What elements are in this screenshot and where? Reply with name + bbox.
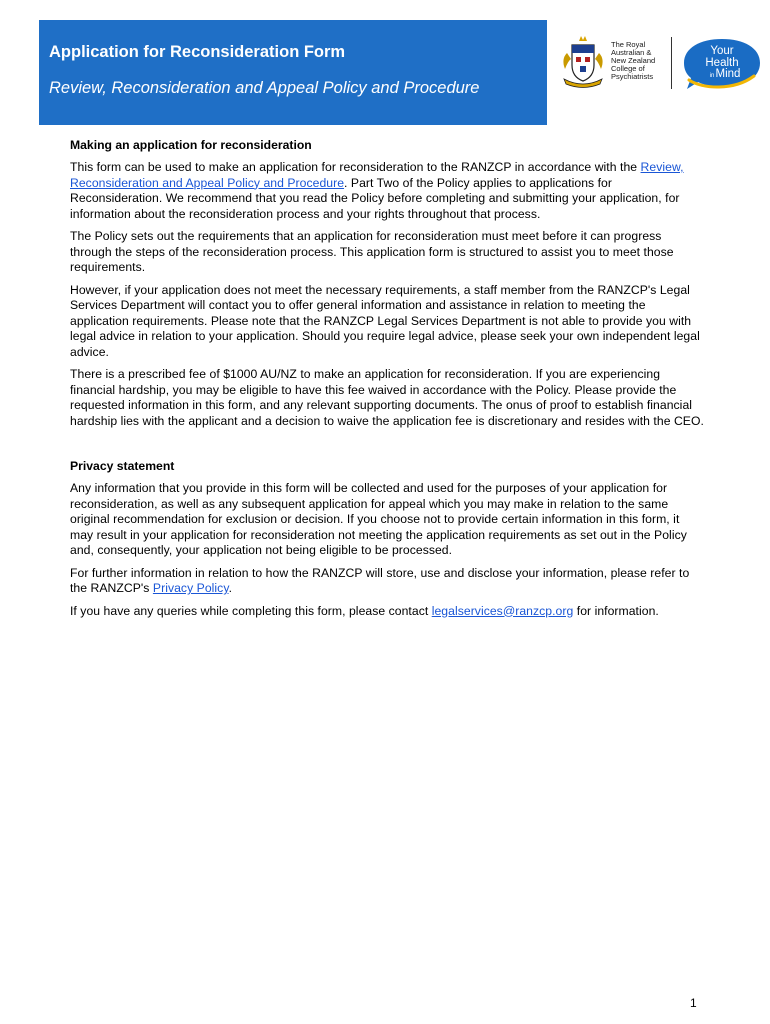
- legal-services-paragraph: However, if your application does not meet the necessary requirements, a staff member from the RANZCP's Legal Services Department will contact you to offer general information and assistance in relation to meeting the application requirements. Please note that the RANZCP Legal Services Department is not able to provide you with legal advice in relation to your application. Should you require legal advice, please seek your own independent legal advice.: [70, 282, 700, 359]
- page-number: 1: [690, 996, 697, 1010]
- header-banner: [39, 20, 547, 125]
- your-health-in-mind-logo: [682, 36, 762, 91]
- logos: [558, 33, 763, 93]
- policy-link[interactable]: Review, Reconsideration and Appeal Policy and Procedure: [70, 160, 684, 190]
- svg-text:Your: Your: [710, 45, 734, 57]
- svg-text:Mind: Mind: [715, 68, 741, 80]
- legal-services-email-link[interactable]: legalservices@ranzcp.org: [431, 603, 574, 618]
- section-heading-privacy: Privacy statement: [70, 459, 175, 473]
- form-subtitle: Review, Reconsideration and Appeal Policy and Procedure: [49, 79, 480, 97]
- section-heading-reconsideration: Making an application for reconsideration: [70, 138, 312, 152]
- logo-divider: [671, 37, 672, 89]
- privacy-paragraph: Any information that you provide in this form will be collected and used for the purposes of your application for reconsideration, as well as any subsequent application for appeal which you may make in relation to the same original recommendation for exclusion or decision. If you choose not to provide certain information in this form, it may result in your application for reconsideration not meeting the application requirements as set out in the Policy and, consequently, your application not being eligible to be processed.: [70, 481, 687, 557]
- fee-paragraph: There is a prescribed fee of $1000 AU/NZ to make an application for reconsideration. If you are experiencing financial hardship, you may be eligible to have this fee waived in accordance with the Policy. Please provide the requested information in this form, and any relevant supporting documents. The onus of proof to establish financial hardship lies with the applicant and a decision to waive the application fee is discretionary and resides with the CEO.: [70, 367, 704, 428]
- ranzcp-crest-icon: [558, 33, 608, 91]
- privacy-policy-paragraph: For further information in relation to how the RANZCP will store, use and disclose your information, please refer to the RANZCP's Privacy Policy.: [70, 565, 690, 595]
- intro-paragraph: This form can be used to make an application for reconsideration to the RANZCP in accordance with the Review, Reconsideration and Appeal Policy and Procedure. Part Two of the Policy applies to applications for Reconsideration. We recommend that you read the Policy before completing and submitting your application, for information about the reconsideration process and your rights throughout that process.: [70, 160, 684, 221]
- svg-text:Health: Health: [705, 57, 739, 69]
- contact-paragraph: If you have any queries while completing this form, please contact legalservices@ranzcp.org for information.: [70, 603, 659, 618]
- requirements-paragraph: The Policy sets out the requirements that an application for reconsideration must meet before it can progress through the steps of the reconsideration process. This application form is structured to assist you to meet those requirements.: [70, 229, 674, 274]
- svg-text:in: in: [709, 73, 715, 79]
- privacy-policy-link[interactable]: Privacy Policy: [152, 581, 229, 595]
- content: [70, 138, 705, 626]
- college-name: The Royal Australian & New Zealand College of Psychiatrists: [611, 40, 656, 81]
- form-title: Application for Reconsideration Form: [49, 43, 346, 61]
